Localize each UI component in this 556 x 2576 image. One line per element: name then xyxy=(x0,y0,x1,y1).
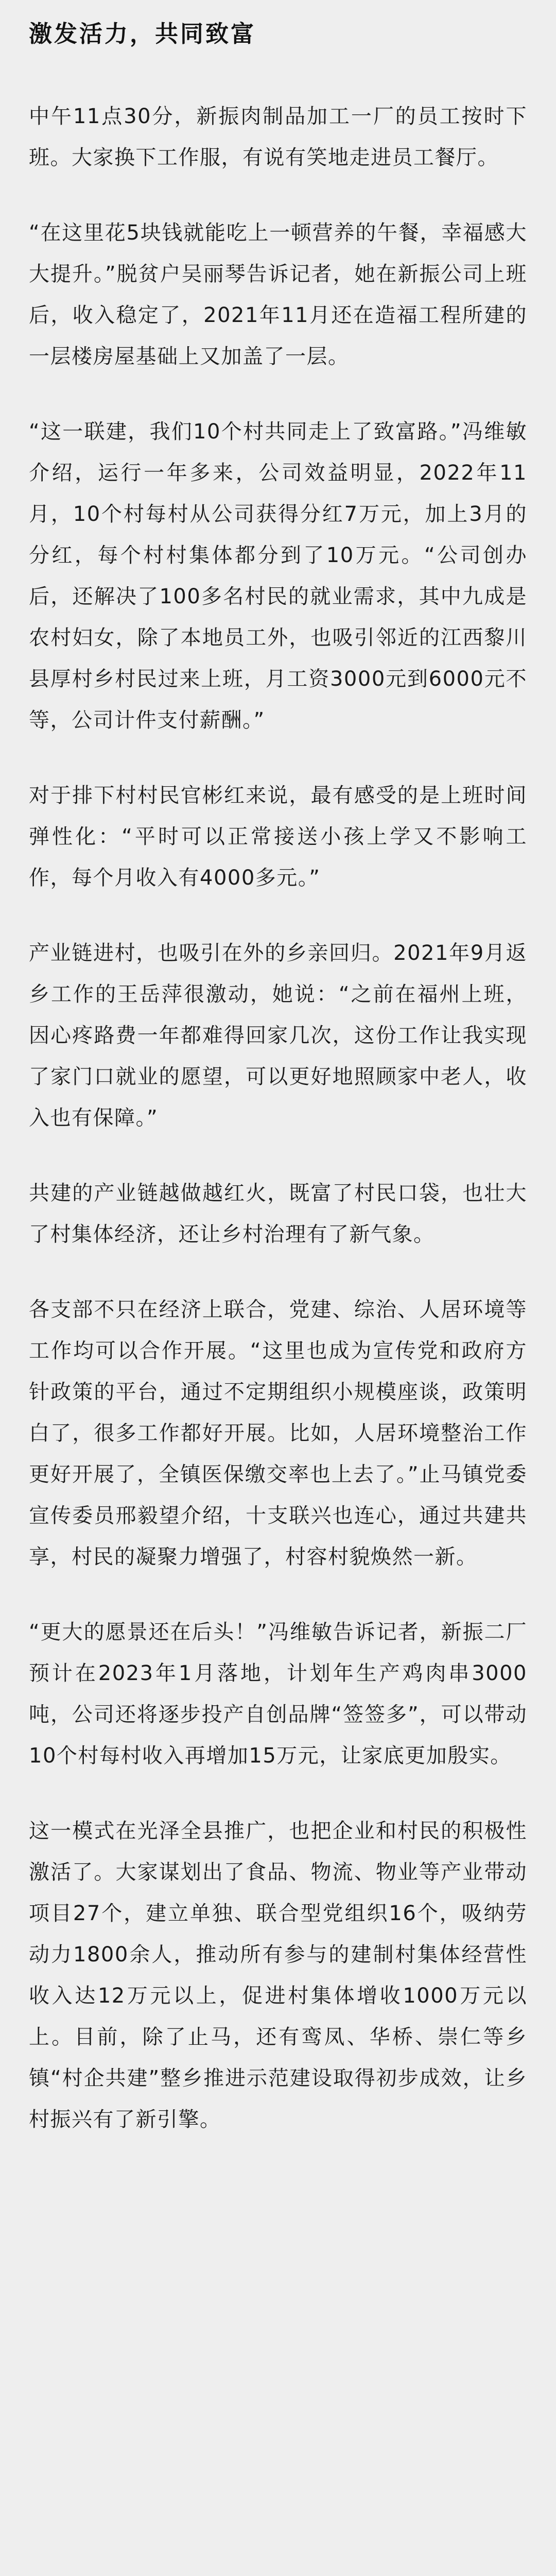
article-paragraph: “这一联建，我们10个村共同走上了致富路。”冯维敏介绍，运行一年多来，公司效益明显，2022年11月，10个村每村从公司获得分红7万元，加上3月的分红，每个村村集体都分到了10万元。“公司创办后，还解决了100多名村民的就业需求，其中九成是农村妇女，除了本地员工外，也吸引邻近的江西黎川县厚村乡村民过来上班，月工资3000元到6000元不等，公司计件支付薪酬。” xyxy=(29,420,527,732)
article-paragraph: “在这里花5块钱就能吃上一顿营养的午餐，幸福感大大提升。”脱贫户吴丽琴告诉记者，她在新振公司上班后，收入稳定了，2021年11月还在造福工程所建的一层楼房屋基础上又加盖了一层。 xyxy=(29,221,527,368)
article-paragraph: 共建的产业链越做越红火，既富了村民口袋，也壮大了村集体经济，还让乡村治理有了新气象。 xyxy=(29,1181,527,1246)
article-paragraph: 中午11点30分，新振肉制品加工一厂的员工按时下班。大家换下工作服，有说有笑地走进员工餐厅。 xyxy=(29,105,527,170)
article-paragraph: 对于排下村村民官彬红来说，最有感受的是上班时间弹性化：“平时可以正常接送小孩上学又不影响工作，每个月收入有4000多元。” xyxy=(29,784,527,890)
article-paragraph: 各支部不只在经济上联合，党建、综治、人居环境等工作均可以合作开展。“这里也成为宣传党和政府方针政策的平台，通过不定期组织小规模座谈，政策明白了，很多工作都好开展。比如，人居环境整治工作更好开展了，全镇医保缴交率也上去了。”止马镇党委宣传委员邢毅望介绍，十支联兴也连心，通过共建共享，村民的凝聚力增强了，村容村貌焕然一新。 xyxy=(29,1298,527,1569)
article-paragraph: “更大的愿景还在后头！”冯维敏告诉记者，新振二厂预计在2023年1月落地，计划年生产鸡肉串3000吨，公司还将逐步投产自创品牌“签签多”，可以带动10个村每村收入再增加15万元，让家底更加殷实。 xyxy=(29,1620,527,1768)
article-paragraph: 这一模式在光泽全县推广，也把企业和村民的积极性激活了。大家谋划出了食品、物流、物业等产业带动项目27个，建立单独、联合型党组织16个，吸纳劳动力1800余人，推动所有参与的建制村集体经营性收入达12万元以上，促进村集体增收1000万元以上。目前，除了止马，还有鸾凤、华桥、崇仁等乡镇“村企共建”整乡推进示范建设取得初步成效，让乡村振兴有了新引擎。 xyxy=(29,1819,527,2131)
article-heading: 激发活力，共同致富 xyxy=(29,20,256,47)
article-paragraph: 产业链进村，也吸引在外的乡亲回归。2021年9月返乡工作的王岳萍很激动，她说：“之前在福州上班，因心疼路费一年都难得回家几次，这份工作让我实现了家门口就业的愿望，可以更好地照顾家中老人，收入也有保障。” xyxy=(29,941,527,1130)
